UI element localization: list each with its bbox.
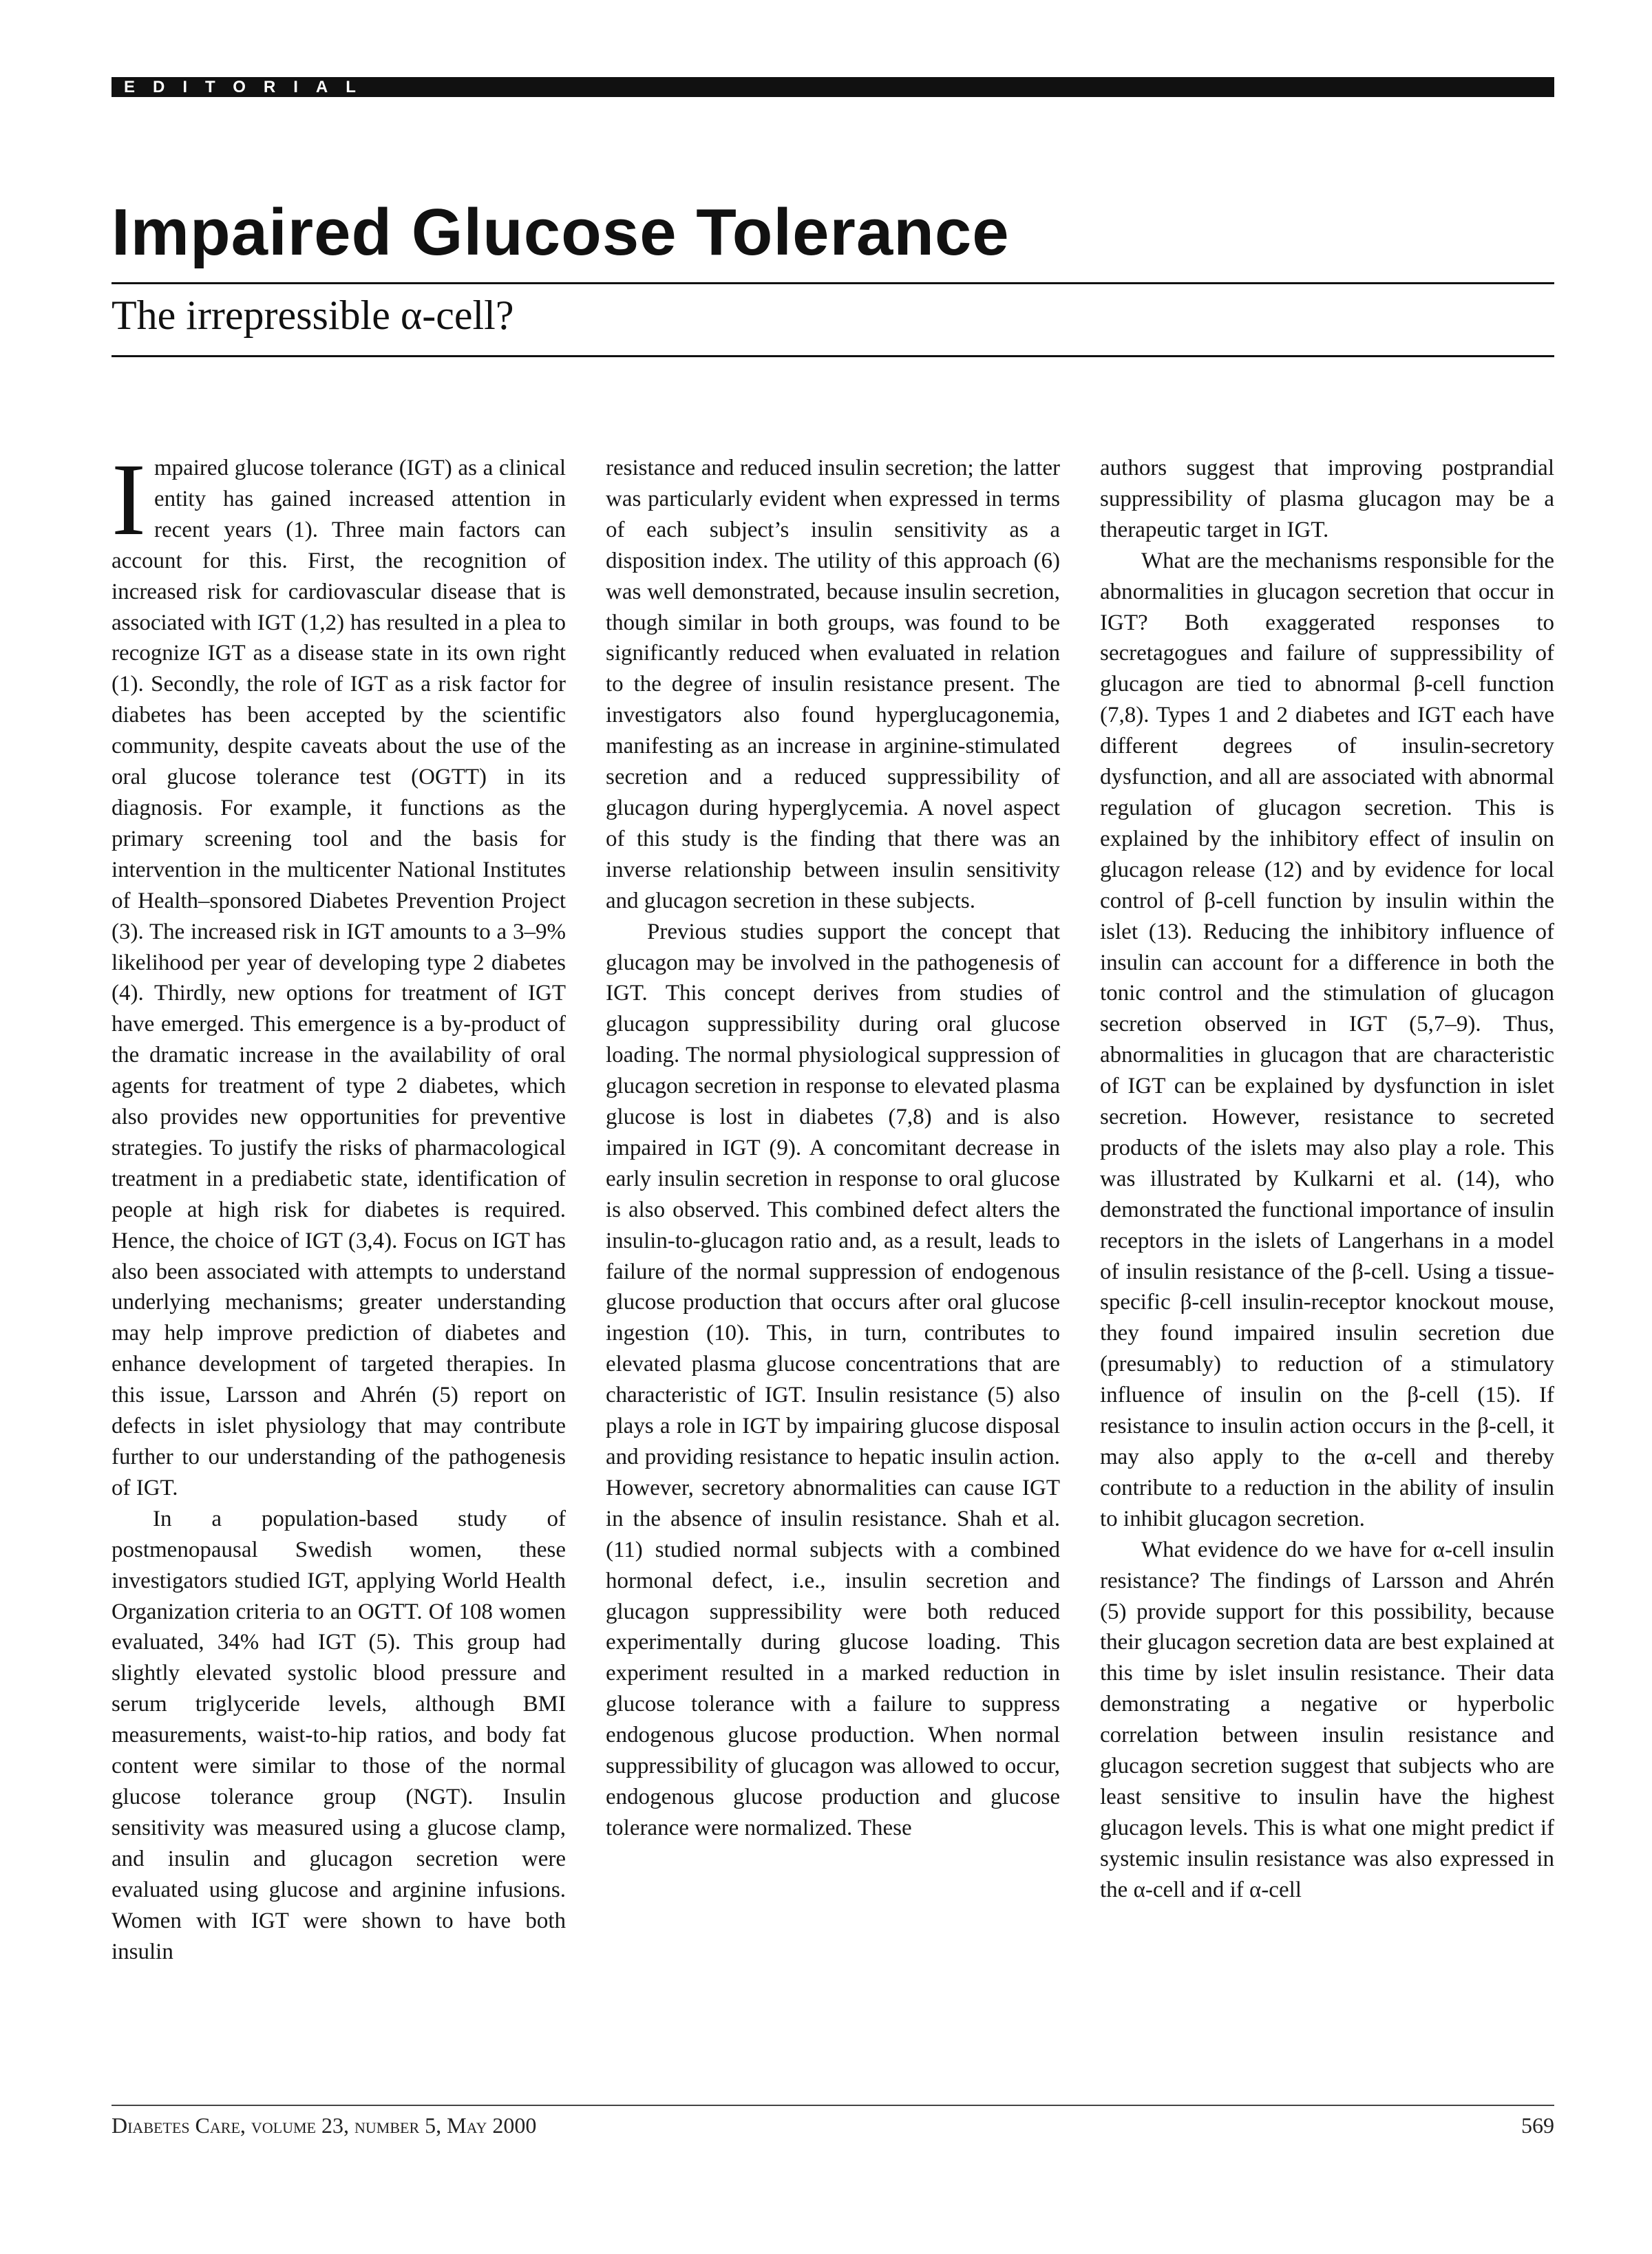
- paragraph: [112, 443, 566, 1504]
- page-number: 569: [1521, 2113, 1554, 2138]
- paragraph: In a population-based study of postmenopausal Swedish women, these investigators studied IGT, applying World Health Organization criteria to an OGTT. Of 108 women evaluated, 34% had IGT (5). This group had slightly elevated systolic blood pressure and serum triglyceride levels, although BMI measurements, waist-to-hip ratios, and body fat content were similar to those of the normal glucose tolerance group (NGT). Insulin sensitivity was measured using a glucose clamp, and insulin and glucagon secretion were evaluated using glucose and arginine infusions. Women with IGT were shown to have both insulin: [112, 1506, 566, 1964]
- paragraph: resistance and reduced insulin secretion; the latter was particularly evident when expressed in terms of each subject’s insulin sensitivity as a disposition index. The utility of this approach (6) was well demonstrated, because insulin secretion, though similar in both groups, was found to be significantly reduced when evaluated in relation to the degree of insulin resistance present. The investigators also found hyperglucagonemia, manifesting as an increase in arginine-stimulated secretion and a reduced suppressibility of glucagon during hyperglycemia. A novel aspect of this study is the finding that there was an inverse relationship between insulin sensitivity and glucagon secretion in these subjects.: [606, 456, 1060, 913]
- column-1: [112, 443, 566, 2050]
- subtitle-rule: [112, 355, 1554, 357]
- footer-rule: [112, 2105, 1554, 2106]
- section-label: EDITORIAL: [112, 77, 1554, 97]
- article-body: [112, 443, 1554, 2050]
- article-subtitle: The irrepressible α-cell?: [112, 293, 514, 338]
- column-2: [606, 453, 1060, 2050]
- paragraph: What are the mechanisms responsible for the abnormalities in glucagon secretion that occur in IGT? Both exaggerated responses to secretagogues and failure of suppressibility of glucagon are tied to abnormal β-cell function (7,8). Types 1 and 2 diabetes and IGT each have different degrees of insulin-secretory dysfunction, and all are associated with abnormal regulation of glucagon secretion. This is explained by the inhibitory effect of insulin on glucagon release (12) and by evidence for local control of β-cell function by insulin within the islet (13). Reducing the inhibitory influence of insulin can account for a difference in both the tonic control and the stimulation of glucagon secretion observed in IGT (5,7–9). Thus, abnormalities in glucagon that are characteristic of IGT can be explained by dysfunction in islet secretion. However, resistance to secreted products of the islets may also play a role. This was illustrated by Kulkarni et al. (14), who demonstrated the functional importance of insulin receptors in the islets of Langerhans in a model of insulin resistance of the β-cell. Using a tissue-specific β-cell insulin-receptor knockout mouse, they found impaired insulin secretion due (presumably) to reduction of a stimulatory influence of insulin on the β-cell (15). If resistance to insulin action occurs in the β-cell, it may also apply to the α-cell and thereby contribute to a reduction in the ability of insulin to inhibit glucagon secretion.: [1100, 548, 1554, 1531]
- article-title: Impaired Glucose Tolerance: [112, 195, 1010, 269]
- column-3: [1100, 453, 1554, 2050]
- journal-citation: Diabetes Care, volume 23, number 5, May 2000: [112, 2113, 537, 2138]
- paragraph: What evidence do we have for α-cell insulin resistance? The findings of Larsson and Ahrén (5) provide support for this possibility, because their glucagon secretion data are best explained at this time by islet insulin resistance. Their data demonstrating a negative or hyperbolic correlation between insulin resistance and glucagon secretion suggest that subjects who are least sensitive to insulin have the highest glucagon levels. This is what one might predict if systemic insulin resistance was also expressed in the α-cell and if α-cell: [1100, 1537, 1554, 1902]
- paragraph: Previous studies support the concept that glucagon may be involved in the pathogenesis of IGT. This concept derives from studies of glucagon suppressibility during oral glucose loading. The normal physiological suppression of glucagon secretion in response to elevated plasma glucose is lost in diabetes (7,8) and is also impaired in IGT (9). A concomitant decrease in early insulin secretion in response to oral glucose is also observed. This combined defect alters the insulin-to-glucagon ratio and, as a result, leads to failure of the normal suppression of endogenous glucose production that occurs after oral glucose ingestion (10). This, in turn, contributes to elevated plasma glucose concentrations that are characteristic of IGT. Insulin resistance (5) also plays a role in IGT by impairing glucose disposal and providing resistance to hepatic insulin action. However, secretory abnormalities can cause IGT in the absence of insulin resistance. Shah et al. (11) studied normal subjects with a combined hormonal defect, i.e., insulin secretion and glucagon suppressibility were both reduced experimentally during glucose loading. This experiment resulted in a marked reduction in glucose tolerance with a failure to suppress endogenous glucose production. When normal suppressibility of glucagon was allowed to occur, endogenous glucose production and glucose tolerance were normalized. These: [606, 919, 1060, 1840]
- paragraph-text: mpaired glucose tolerance (IGT) as a clinical entity has gained increased attention in recent years (1). Three main factors can account for this. First, the recognition of increased risk for cardiovascular disease that is associated with IGT (1,2) has resulted in a plea to recognize IGT as a disease state in its own right (1). Secondly, the role of IGT as a risk factor for diabetes has been accepted by the scientific community, despite caveats about the use of the oral glucose tolerance test (OGTT) in its diagnosis. For example, it functions as the primary screening tool and the basis for intervention in the multicenter National Institutes of Health–sponsored Diabetes Prevention Project (3). The increased risk in IGT amounts to a 3–9% likelihood per year of developing type 2 diabetes (4). Thirdly, new options for treatment of IGT have emerged. This emergence is a by-product of the dramatic increase in the availability of oral agents for treatment of type 2 diabetes, which also provides new opportunities for preventive strategies. To justify the risks of pharmacological treatment in a prediabetic state, identification of people at high risk for diabetes is required. Hence, the choice of IGT (3,4). Focus on IGT has also been associated with attempts to understand underlying mechanisms; greater understanding may help improve prediction of diabetes and enhance development of targeted therapies. In this issue, Larsson and Ahrén (5) report on defects in islet physiology that may contribute further to our understanding of the pathogenesis of IGT.: [112, 456, 566, 1500]
- title-rule: [112, 282, 1554, 284]
- drop-cap: I: [112, 443, 146, 557]
- paragraph: authors suggest that improving postprandial suppressibility of plasma glucagon may be a therapeutic target in IGT.: [1100, 456, 1554, 542]
